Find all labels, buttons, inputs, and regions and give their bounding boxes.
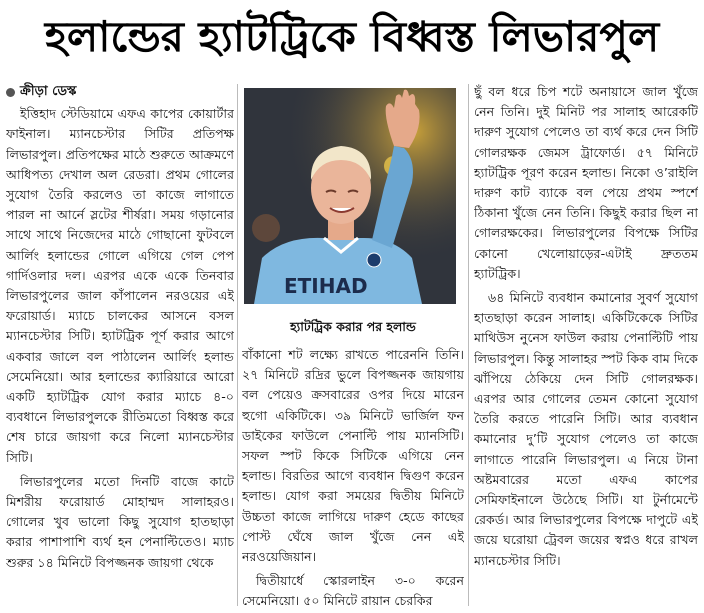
- celebrating-player-image: [244, 88, 456, 304]
- column-divider-right: [468, 84, 469, 606]
- desk-label: ক্রীড়া ডেস্ক: [20, 84, 77, 99]
- paragraph: লিভারপুলের মতো দিনটি বাজে কাটে মিশরীয় ফরোয়ার্ড মোহাম্মদ সালাহরও। গোলের খুব ভালো কিছু সুযোগ হাতছাড়া করার পাশাপাশি ব্যর্থ হন পেনাল্টিতেও। ম্যাচ শুরুর ১৪ মিনিটে বিপজ্জনক জায়গা থেকে: [6, 473, 234, 570]
- paragraph: ৬৪ মিনিটে ব্যবধান কমানোর সুবর্ণ সুযোগ হাতছাড়া করেন সালাহ। একিটিকেকে সিটির মাথিউস নুনেস ফাউল করায় পেনাল্টিটি পায় লিভারপুল। কিন্তু সালাহর স্পট কিক বাম দিকে ঝাঁপিয়ে ঠেকিয়ে দেন সিটি গোলরক্ষক। এরপর আর গোলের তেমন কোনো সুযোগ তৈরি করতে পারেনি সিটি। আর ব্যবধান কমানোর দু’টি সুযোগ পেলেও তা কাজে লাগাতে পারেনি লিভারপুল। এ নিয়ে টানা অষ্টমবারের মতো এফএ কাপের সেমিফাইনালে উঠেছে সিটি। যা টুর্নামেন্টে রেকর্ড। আর লিভারপুলের বিপক্ষে দাপুটে এই জয়ে ঘরোয়া ট্রেবল জয়ের স্বপ্নও ধরে রাখল ম্যানচেস্টার সিটি।: [474, 290, 698, 568]
- jersey-sponsor-text: ETIHAD: [284, 274, 368, 298]
- paragraph: দ্বিতীয়ার্ধে স্কোরলাইন ৩-০ করেন সেমেনিয়ো। ৫০ মিনিটে রায়ান চেরকির: [242, 573, 464, 607]
- article-column-2: [242, 345, 464, 607]
- paragraph: বাঁকানো শট লক্ষ্যে রাখতে পারেননি তিনি। ২৭ মিনিটে রদ্রির ভুলে বিপজ্জনক জায়গায় বল পেয়েও ক্রসবারের ওপর দিয়ে মারেন হুগো একিটিকে। ৩৯ মিনিটে ভার্জিল ফন ডাইকের ফাউলে পেনাল্টি পায় ম্যানসিটি। সফল স্পট কিকে সিটিকে এগিয়ে নেন হলান্ড। বিরতির আগে ব্যবধান দ্বিগুণ করেন হলান্ড। যোগ করা সময়ের দ্বিতীয় মিনিটে উচ্চতা কাজে লাগিয়ে দারুণ হেডে কাছের পোস্ট ঘেঁষে জাল খুঁজে নেন এই নরওয়েজিয়ান।: [242, 347, 464, 565]
- article-column-1: [6, 82, 234, 607]
- paragraph: ছুঁ বল ধরে চিপ শটে অনায়াসে জাল খুঁজে নেন তিনি। দুই মিনিট পর সালাহ আরেকটি দারুণ সুযোগ পেলেও তা ব্যর্থ করে দেন সিটি গোলরক্ষক জেমস ট্রাফোর্ড। ৫৭ মিনিটে হ্যাটট্রিক পূরণ করেন হলান্ড। নিকো ও’রাইলি দারুণ কাট ব্যাকে বল পেয়ে প্রথম স্পর্শে ঠিকানা খুঁজে নেন তিনি। কিছুই করার ছিল না গোলরক্ষকের। লিভারপুলের বিপক্ষে সিটির কোনো খেলোয়াড়ের-এটাই দ্রুততম হ্যাটট্রিক।: [474, 84, 698, 281]
- bullet-icon: [6, 88, 15, 97]
- photo-caption: হ্যাটট্রিক করার পর হলান্ড: [290, 319, 416, 334]
- headline: হলান্ডের হ্যাটট্রিকে বিধ্বস্ত লিভারপুল: [44, 11, 660, 61]
- article-column-3: [474, 82, 698, 607]
- desk-line: [6, 82, 234, 102]
- column-divider-left: [237, 84, 238, 606]
- paragraph: ইত্তিহাদ স্টেডিয়ামে এফএ কাপের কোয়ার্টার ফাইনাল। ম্যানচেস্টার সিটির প্রতিপক্ষ লিভারপুল। প্রতিপক্ষের মাঠে শুরুতে আক্রমণে আধিপত্য দেখাল অল রেডরা। প্রথম গোলের সুযোগ তৈরি করলেও তা কাজে লাগাতে পারল না আর্নে স্লটের শীর্ষরা। সময় গড়ানোর সাথে সাথে নিজেদের মাঠে গোছানো ফুটবলে আর্লিং হলান্ডের গোলে এগিয়ে গেল পেপ গার্দিওলার দল। এরপর একে একে তিনবার লিভারপুলের জাল কাঁপালেন নরওয়ের এই ফরোয়ার্ড। ম্যাচে চালকের আসনে বসল ম্যানচেস্টার সিটি। হ্যাটট্রিক পূর্ণ করার আগে একবার জালে বল পাঠালেন আর্লিং হলান্ড সেমেনিয়ো। আর হলান্ডের ক্যারিয়ারে আরো একটি হ্যাটট্রিক যোগ করার ম্যাচে ৪-০ ব্যবধানে লিভারপুলকে রীতিমতো বিধ্বস্ত করে শেষ চারে জায়গা করে নিলো ম্যানচেস্টার সিটি।: [6, 106, 234, 465]
- player-photo: [244, 88, 456, 304]
